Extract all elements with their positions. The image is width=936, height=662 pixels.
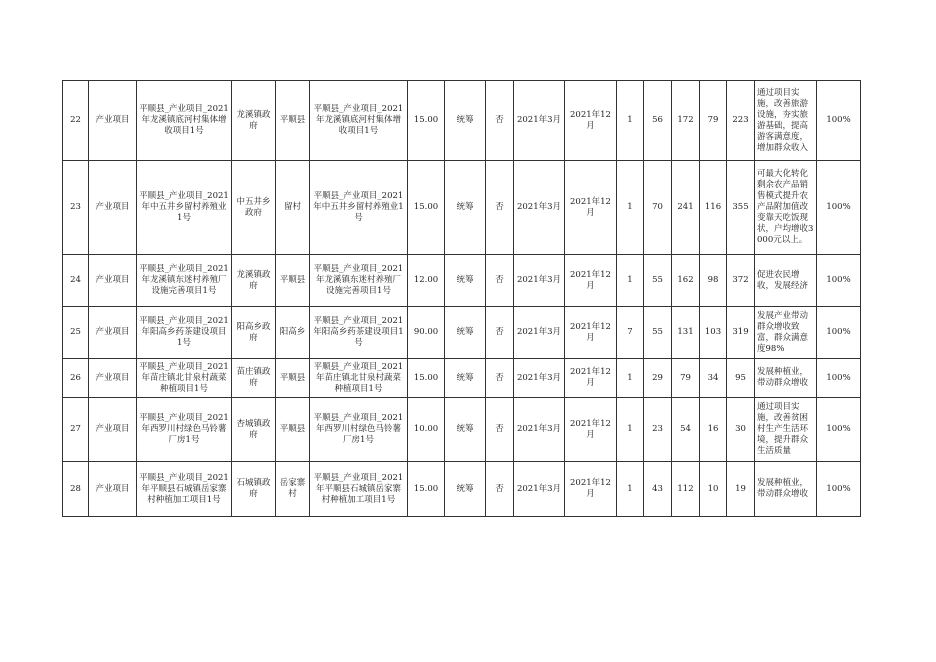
content-cell: 平顺县_产业项目_2021年中五井乡留村养殖业1号 <box>310 161 408 255</box>
start-date-cell: 2021年3月 <box>514 307 565 359</box>
flag-cell: 否 <box>486 81 514 161</box>
end-date-cell: 2021年12月 <box>565 161 617 255</box>
start-date-cell: 2021年3月 <box>514 462 565 517</box>
village-cell: 留村 <box>276 161 310 255</box>
count-3-cell: 172 <box>672 81 700 161</box>
rate-cell: 100% <box>817 307 861 359</box>
content-cell: 平顺县_产业项目_2021年龙溪镇东迷村养殖厂设施完善项目1号 <box>310 255 408 307</box>
village-cell: 岳家寨村 <box>276 462 310 517</box>
town-cell: 龙溪镇政府 <box>232 81 276 161</box>
category-cell: 产业项目 <box>89 307 137 359</box>
town-cell: 石城镇政府 <box>232 462 276 517</box>
count-2-cell: 55 <box>644 307 672 359</box>
count-1-cell: 1 <box>617 359 644 398</box>
content-cell: 平顺县_产业项目_2021年阳高乡药茶建设项目1号 <box>310 307 408 359</box>
end-date-cell: 2021年12月 <box>565 359 617 398</box>
table-row <box>63 462 861 517</box>
project-name-cell: 平顺县_产业项目_2021年龙溪镇底河村集体增收项目1号 <box>137 81 232 161</box>
table-row <box>63 359 861 398</box>
count-1-cell: 1 <box>617 462 644 517</box>
fund-type-cell: 统筹 <box>445 255 486 307</box>
count-4-cell: 116 <box>700 161 727 255</box>
flag-cell: 否 <box>486 359 514 398</box>
category-cell: 产业项目 <box>89 398 137 462</box>
amount-cell: 90.00 <box>408 307 445 359</box>
amount-cell: 15.00 <box>408 359 445 398</box>
count-2-cell: 55 <box>644 255 672 307</box>
row-number: 24 <box>63 255 89 307</box>
content-cell: 平顺县_产业项目_2021年苗庄镇北甘泉村蔬菜种植项目1号 <box>310 359 408 398</box>
fund-type-cell: 统筹 <box>445 398 486 462</box>
project-table <box>62 80 861 517</box>
count-4-cell: 16 <box>700 398 727 462</box>
count-3-cell: 131 <box>672 307 700 359</box>
count-3-cell: 241 <box>672 161 700 255</box>
benefit-cell: 可最大化转化剩余农产品销售模式提升农产品附加值改变靠天吃饭现状，户均增收3000元以上。 <box>755 161 817 255</box>
fund-type-cell: 统筹 <box>445 307 486 359</box>
project-name-cell: 平顺县_产业项目_2021年西罗川村绿色马铃薯厂房1号 <box>137 398 232 462</box>
category-cell: 产业项目 <box>89 255 137 307</box>
village-cell: 平顺县 <box>276 255 310 307</box>
start-date-cell: 2021年3月 <box>514 255 565 307</box>
row-number: 23 <box>63 161 89 255</box>
table-row <box>63 255 861 307</box>
category-cell: 产业项目 <box>89 161 137 255</box>
project-name-cell: 平顺县_产业项目_2021年苗庄镇北甘泉村蔬菜种植项目1号 <box>137 359 232 398</box>
rate-cell: 100% <box>817 359 861 398</box>
flag-cell: 否 <box>486 462 514 517</box>
row-number: 22 <box>63 81 89 161</box>
category-cell: 产业项目 <box>89 81 137 161</box>
fund-type-cell: 统筹 <box>445 81 486 161</box>
project-name-cell: 平顺县_产业项目_2021年阳高乡药茶建设项目1号 <box>137 307 232 359</box>
table-row <box>63 161 861 255</box>
rate-cell: 100% <box>817 255 861 307</box>
row-number: 27 <box>63 398 89 462</box>
count-5-cell: 95 <box>727 359 755 398</box>
content-cell: 平顺县_产业项目_2021年龙溪镇底河村集体增收项目1号 <box>310 81 408 161</box>
end-date-cell: 2021年12月 <box>565 307 617 359</box>
fund-type-cell: 统筹 <box>445 462 486 517</box>
count-1-cell: 1 <box>617 161 644 255</box>
table-row <box>63 81 861 161</box>
rate-cell: 100% <box>817 81 861 161</box>
count-5-cell: 355 <box>727 161 755 255</box>
amount-cell: 15.00 <box>408 462 445 517</box>
benefit-cell: 发展种植业，带动群众增收 <box>755 462 817 517</box>
table-row <box>63 307 861 359</box>
amount-cell: 15.00 <box>408 81 445 161</box>
count-5-cell: 372 <box>727 255 755 307</box>
start-date-cell: 2021年3月 <box>514 81 565 161</box>
count-1-cell: 7 <box>617 307 644 359</box>
rate-cell: 100% <box>817 398 861 462</box>
count-3-cell: 54 <box>672 398 700 462</box>
content-cell: 平顺县_产业项目_2021年平顺县石城镇岳家寨村种植加工项目1号 <box>310 462 408 517</box>
amount-cell: 15.00 <box>408 161 445 255</box>
count-5-cell: 30 <box>727 398 755 462</box>
count-3-cell: 79 <box>672 359 700 398</box>
fund-type-cell: 统筹 <box>445 161 486 255</box>
content-cell: 平顺县_产业项目_2021年西罗川村绿色马铃薯厂房1号 <box>310 398 408 462</box>
town-cell: 中五井乡政府 <box>232 161 276 255</box>
flag-cell: 否 <box>486 255 514 307</box>
count-1-cell: 1 <box>617 81 644 161</box>
rate-cell: 100% <box>817 462 861 517</box>
end-date-cell: 2021年12月 <box>565 398 617 462</box>
count-1-cell: 1 <box>617 255 644 307</box>
benefit-cell: 促进农民增收，发展经济 <box>755 255 817 307</box>
start-date-cell: 2021年3月 <box>514 359 565 398</box>
category-cell: 产业项目 <box>89 462 137 517</box>
start-date-cell: 2021年3月 <box>514 398 565 462</box>
rate-cell: 100% <box>817 161 861 255</box>
count-4-cell: 103 <box>700 307 727 359</box>
row-number: 25 <box>63 307 89 359</box>
count-2-cell: 29 <box>644 359 672 398</box>
count-4-cell: 10 <box>700 462 727 517</box>
count-1-cell: 1 <box>617 398 644 462</box>
village-cell: 平顺县 <box>276 81 310 161</box>
flag-cell: 否 <box>486 161 514 255</box>
village-cell: 阳高乡 <box>276 307 310 359</box>
table-body <box>63 81 861 517</box>
count-2-cell: 43 <box>644 462 672 517</box>
category-cell: 产业项目 <box>89 359 137 398</box>
benefit-cell: 通过项目实施，改善贫困村生产生活环境，提升群众生活质量 <box>755 398 817 462</box>
town-cell: 阳高乡政府 <box>232 307 276 359</box>
count-4-cell: 98 <box>700 255 727 307</box>
town-cell: 苗庄镇政府 <box>232 359 276 398</box>
start-date-cell: 2021年3月 <box>514 161 565 255</box>
flag-cell: 否 <box>486 307 514 359</box>
count-5-cell: 319 <box>727 307 755 359</box>
end-date-cell: 2021年12月 <box>565 462 617 517</box>
end-date-cell: 2021年12月 <box>565 81 617 161</box>
count-5-cell: 223 <box>727 81 755 161</box>
row-number: 28 <box>63 462 89 517</box>
row-number: 26 <box>63 359 89 398</box>
count-5-cell: 19 <box>727 462 755 517</box>
table-row <box>63 398 861 462</box>
amount-cell: 10.00 <box>408 398 445 462</box>
count-3-cell: 162 <box>672 255 700 307</box>
count-3-cell: 112 <box>672 462 700 517</box>
count-4-cell: 79 <box>700 81 727 161</box>
project-name-cell: 平顺县_产业项目_2021年中五井乡留村养殖业1号 <box>137 161 232 255</box>
count-2-cell: 56 <box>644 81 672 161</box>
fund-type-cell: 统筹 <box>445 359 486 398</box>
benefit-cell: 通过项目实施，改善旅游设施，夯实旅游基础，提高游客满意度，增加群众收入 <box>755 81 817 161</box>
benefit-cell: 发展种植业，带动群众增收 <box>755 359 817 398</box>
flag-cell: 否 <box>486 398 514 462</box>
count-2-cell: 70 <box>644 161 672 255</box>
project-name-cell: 平顺县_产业项目_2021年平顺县石城镇岳家寨村种植加工项目1号 <box>137 462 232 517</box>
count-4-cell: 34 <box>700 359 727 398</box>
project-name-cell: 平顺县_产业项目_2021年龙溪镇东迷村养殖厂设施完善项目1号 <box>137 255 232 307</box>
village-cell: 平顺县 <box>276 359 310 398</box>
town-cell: 杏城镇政府 <box>232 398 276 462</box>
village-cell: 平顺县 <box>276 398 310 462</box>
town-cell: 龙溪镇政府 <box>232 255 276 307</box>
count-2-cell: 23 <box>644 398 672 462</box>
benefit-cell: 发展产业带动群众增收致富，群众满意度98% <box>755 307 817 359</box>
end-date-cell: 2021年12月 <box>565 255 617 307</box>
amount-cell: 12.00 <box>408 255 445 307</box>
